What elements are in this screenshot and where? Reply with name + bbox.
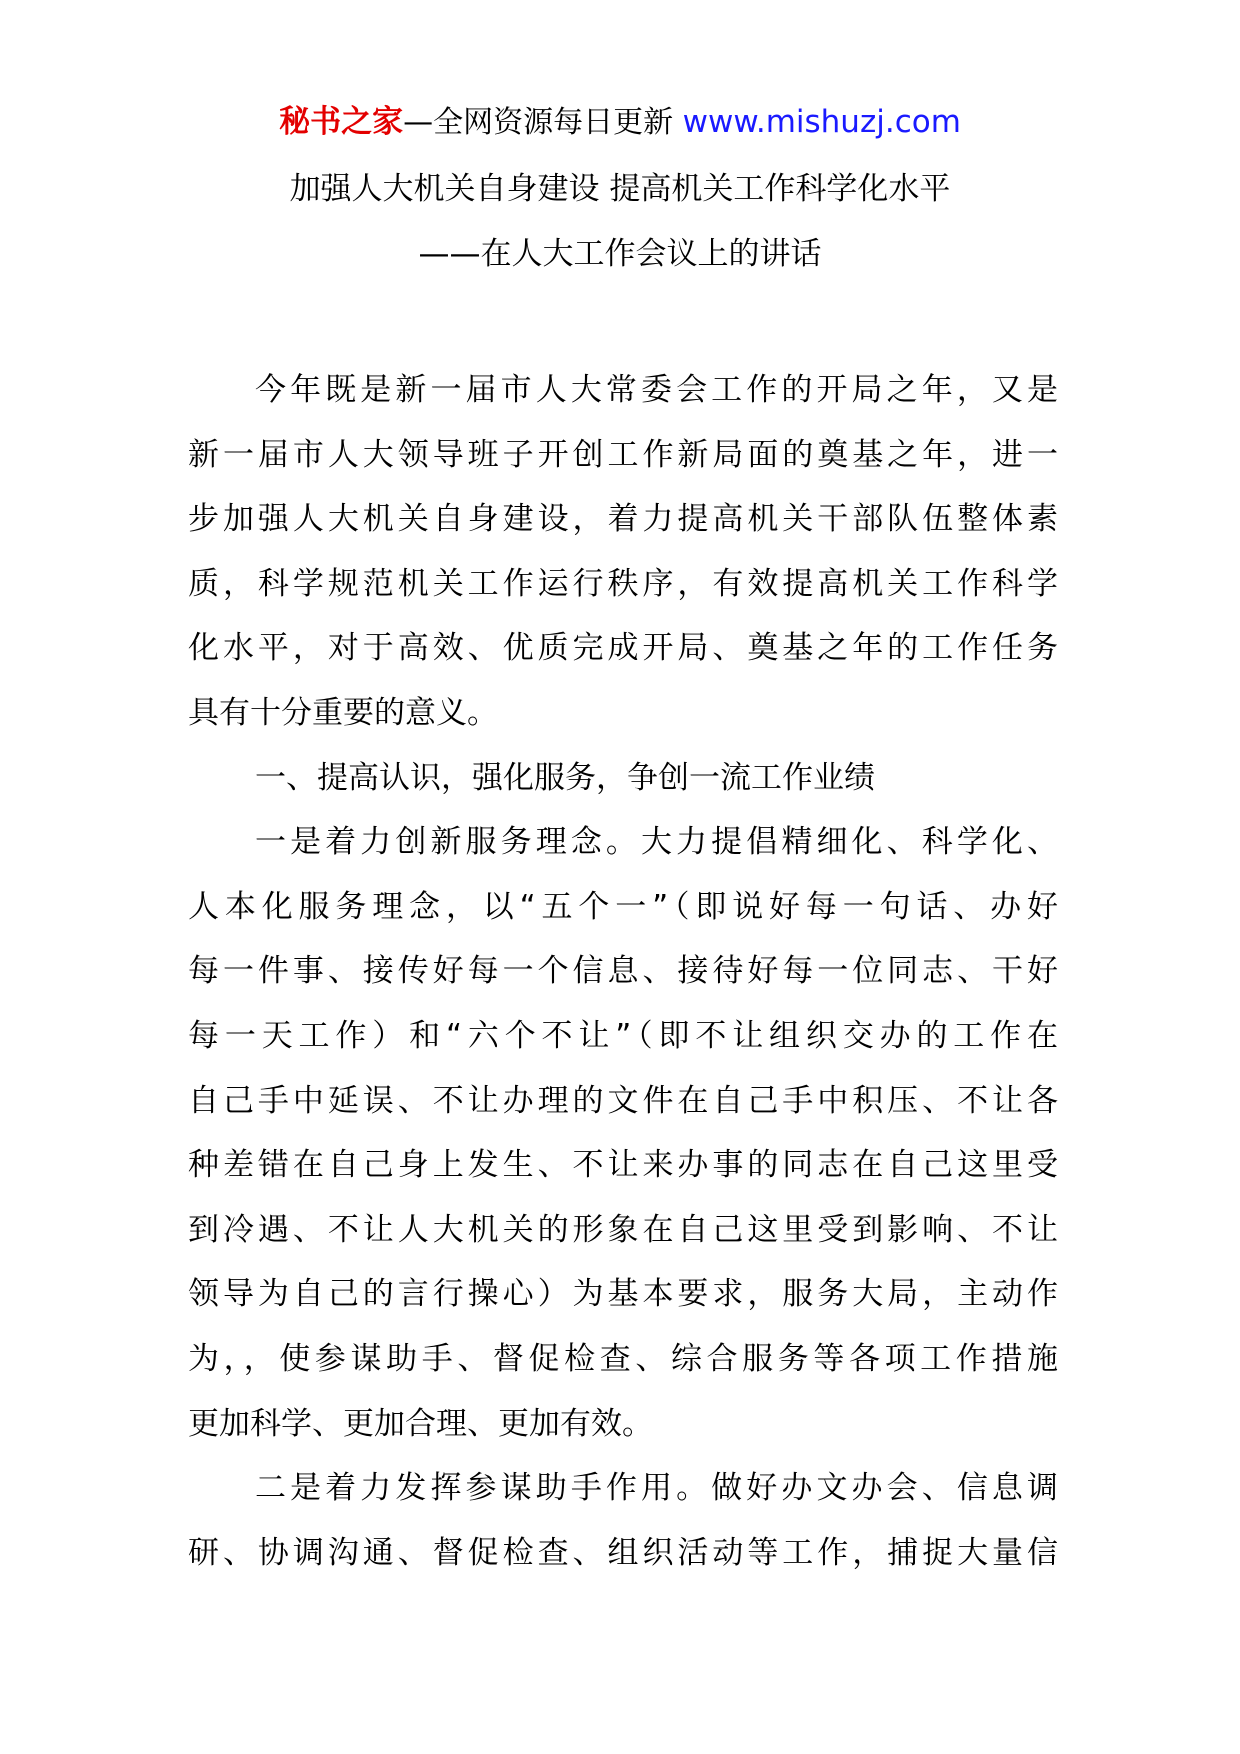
body-line: 步加强人大机关自身建设，着力提高机关干部队伍整体素 — [188, 501, 1058, 538]
body-line: 今年既是新一届市人大常委会工作的开局之年，又是 — [255, 372, 1058, 408]
document-body — [188, 358, 1058, 1585]
body-line: 一是着力创新服务理念。大力提倡精细化、科学化、 — [255, 824, 1058, 861]
body-line: 为，，使参谋助手、督促检查、综合服务等各项工作措施 — [188, 1340, 1058, 1377]
site-banner — [0, 100, 1240, 145]
body-line: 种差错在自己身上发生、不让来办事的同志在自己这里受 — [188, 1147, 1058, 1184]
document-subtitle: ——在人大工作会议上的讲话 — [418, 236, 822, 272]
body-line: 二是着力发挥参谋助手作用。做好办文办会、信息调 — [255, 1470, 1058, 1507]
body-line: 新一届市人大领导班子开创工作新局面的奠基之年，进一 — [188, 436, 1058, 473]
body-line: 化水平，对于高效、优质完成开局、奠基之年的工作任务 — [188, 630, 1058, 667]
body-line: 更加科学、更加合理、更加有效。 — [188, 1405, 653, 1442]
body-line: 质，科学规范机关工作运行秩序，有效提高机关工作科学 — [188, 565, 1058, 602]
body-line: 每一件事、接传好每一个信息、接待好每一位同志、干好 — [188, 953, 1058, 990]
banner-brand: 秘书之家 — [279, 104, 404, 140]
body-line: 每一天工作）和“六个不让”（即不让组织交办的工作在 — [188, 1017, 1058, 1054]
body-line: 研、协调沟通、督促检查、组织活动等工作，捕捉大量信 — [188, 1534, 1058, 1571]
body-line: 人本化服务理念，以“五个一”（即说好每一句话、办好 — [188, 888, 1058, 925]
body-line: 领导为自己的言行操心）为基本要求，服务大局，主动作 — [188, 1276, 1058, 1313]
body-line: 自己手中延误、不让办理的文件在自己手中积压、不让各 — [188, 1082, 1058, 1119]
banner-tagline: —全网资源每日更新 — [403, 105, 683, 140]
banner-url[interactable]: www.mishuzj.com — [682, 104, 961, 140]
body-line: 具有十分重要的意义。 — [188, 694, 498, 731]
section-heading: 一、提高认识，强化服务，争创一流工作业绩 — [255, 759, 875, 796]
document-title: 加强人大机关自身建设 提高机关工作科学化水平 — [289, 171, 951, 207]
body-line: 到冷遇、不让人大机关的形象在自己这里受到影响、不让 — [188, 1211, 1058, 1248]
